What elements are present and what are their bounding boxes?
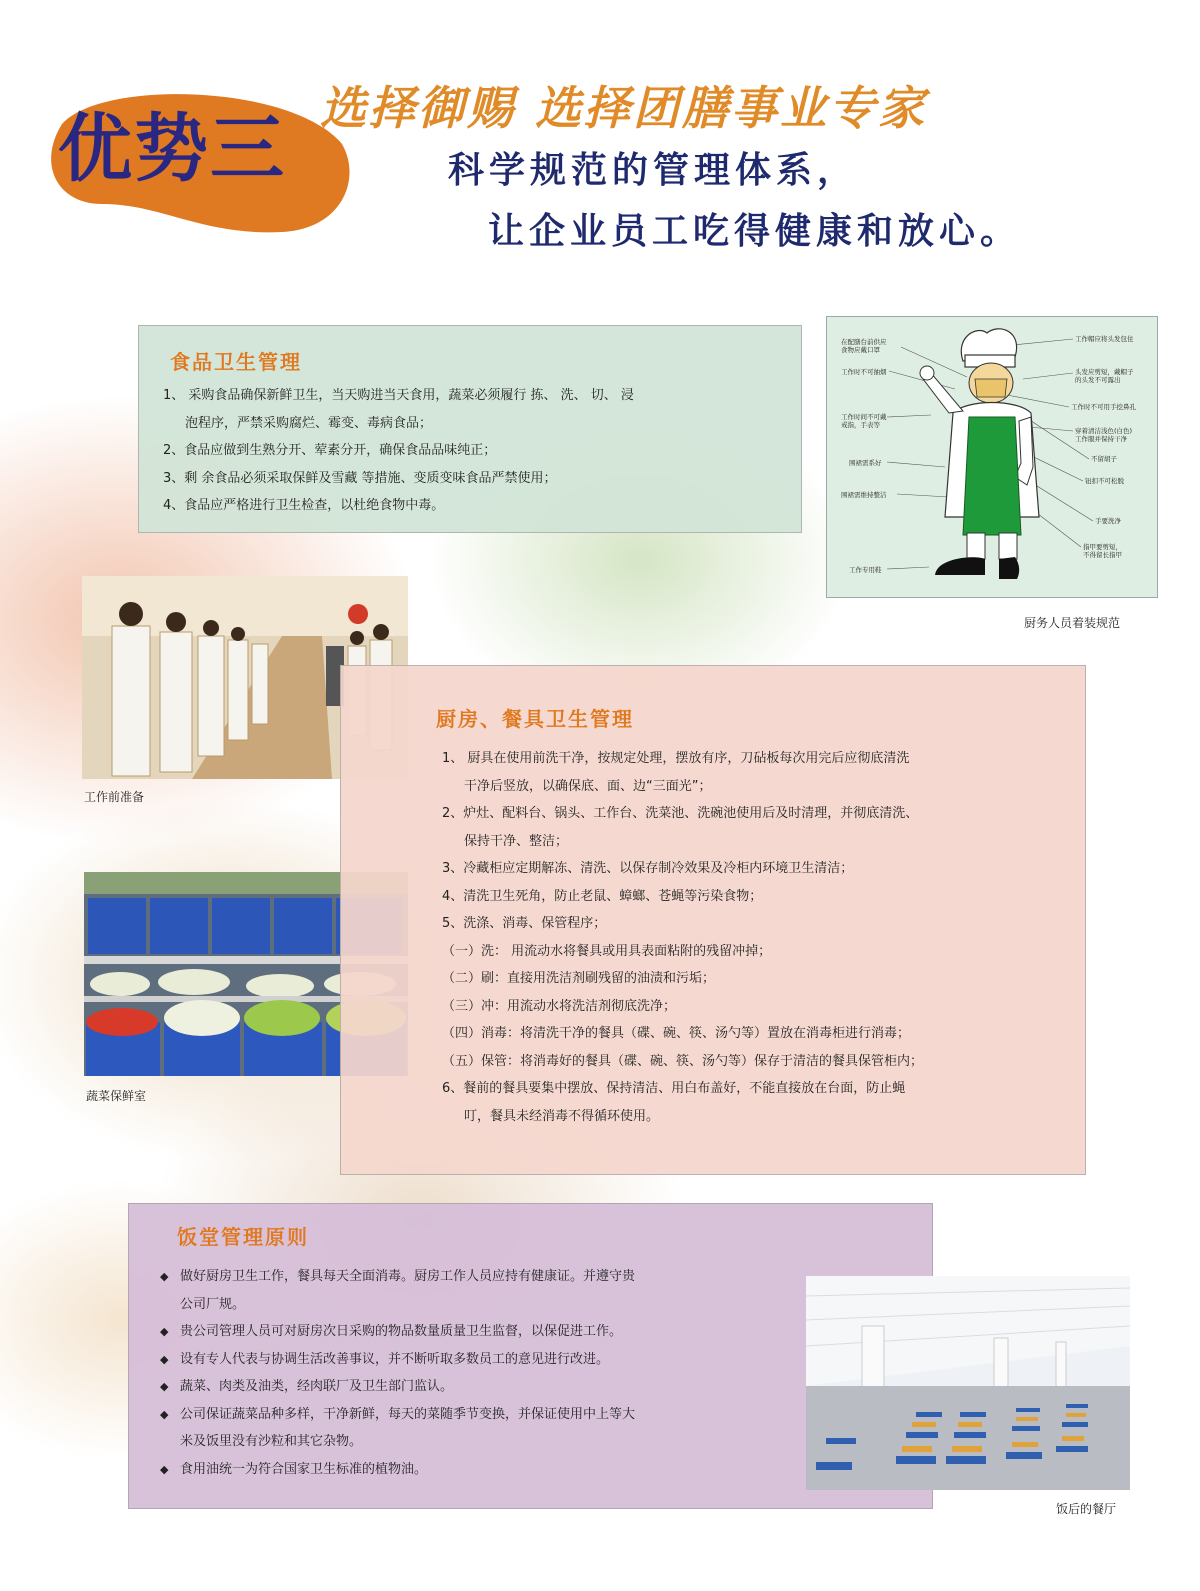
vegetable-photo-caption: 蔬菜保鲜室 [86,1089,147,1103]
staff-photo-caption: 工作前准备 [84,790,145,804]
kitchen-hygiene-line: （四）消毒：将清洗干净的餐具（碟、碗、筷、汤勺等）置放在消毒柜进行消毒； [442,1026,911,1041]
chef-label-right: 钮扣不可松脱 [1085,477,1124,485]
chef-label-right: 手要洗净 [1095,517,1121,525]
canteen-rules-title: 饭堂管理原则 [177,1225,309,1249]
kitchen-hygiene-text [442,745,923,1130]
chef-dress-code-diagram [826,316,1158,598]
food-hygiene-line: 2、食品应做到生熟分开、荤素分开，确保食品品味纯正； [163,443,497,458]
canteen-rule-item: ◆ 食用油统一为符合国家卫生标准的植物油。 [160,1456,635,1484]
kitchen-hygiene-line: 保持干净、整洁； [464,833,569,849]
kitchen-hygiene-line: （二）刷：直接用洗洁剂刷残留的油渍和污垢； [442,971,716,986]
badge-title: 优势三 [58,106,286,192]
chef-label-left: 工作时间不可戴戒指，手表等 [841,413,887,429]
food-hygiene-title: 食品卫生管理 [170,350,302,374]
kitchen-hygiene-title: 厨房、餐具卫生管理 [436,707,634,731]
kitchen-hygiene-line: 4、清洗卫生死角，防止老鼠、蟑螂、苍蝇等污染食物； [442,888,763,904]
chef-label-left: 在配膳台前供应食物应戴口罩 [841,338,887,354]
chef-label-right: 工作帽应将头发包住 [1075,335,1134,343]
kitchen-hygiene-line: （三）冲：用流动水将洗洁剂彻底洗净； [442,998,677,1014]
kitchen-hygiene-line: （五）保管：将消毒好的餐具（碟、碗、筷、汤勺等）保存于清洁的餐具保管柜内； [442,1053,924,1069]
chef-label-left: 工作时不可抽烟 [841,368,887,376]
food-hygiene-line: 3、剩 余食品必须采取保鲜及雪藏 等措施、变质变味食品严禁使用； [163,470,557,486]
chef-label-right: 穿着清洁浅色(白色)工作服并保持干净 [1075,427,1133,443]
kitchen-hygiene-line: 3、冷藏柜应定期解冻、清洗、以保存制冷效果及冷柜内环境卫生清洁； [442,861,854,876]
bullet-icon: ◆ [160,1352,169,1366]
canteen-rule-item: 公司厂规。 [180,1296,246,1312]
canteen-rule-item: ◆ 贵公司管理人员可对厨房次日采购的物品数量质量卫生监督，以保促进工作。 [160,1318,635,1346]
dining-hall-caption: 饭后的餐厅 [1056,1502,1117,1516]
chef-label-right: 头发应剪短，戴帽子的头发不可露出 [1075,368,1134,384]
chef-label-left: 工作专用鞋 [849,566,882,574]
canteen-rule-item: ◆ 蔬菜、肉类及油类，经肉联厂及卫生部门监认。 [160,1373,635,1401]
food-hygiene-line: 泡程序，严禁采购腐烂、霉变、毒病食品； [185,415,433,431]
kitchen-hygiene-line: 1、 厨具在使用前洗干净，按规定处理，摆放有序，刀砧板每次用完后应彻底清洗 [442,751,910,766]
chef-label-right: 工作时不可用手挖鼻孔 [1071,403,1136,411]
food-hygiene-line: 1、 采购食品确保新鲜卫生，当天购进当天食用，蔬菜必须履行 拣、 洗、 切、 浸 [163,388,634,403]
food-hygiene-text [163,382,634,520]
chef-illustration [827,317,1159,599]
headline-line-2: 让企业员工吃得健康和放心。 [488,211,1022,252]
chef-diagram-caption: 厨务人员着装规范 [1024,616,1121,630]
canteen-rule-item: 米及饭里没有沙粒和其它杂物。 [180,1434,363,1449]
kitchen-hygiene-line: 干净后竖放，以确保底、面、边“三面光”； [464,778,712,794]
food-hygiene-line: 4、食品应严格进行卫生检查，以杜绝食物中毒。 [163,498,445,513]
canteen-rule-item: ◆ 公司保证蔬菜品种多样，干净新鲜，每天的菜随季节变换，并保证使用中上等大 [160,1401,635,1429]
dining-hall-photo [806,1276,1130,1490]
bullet-icon: ◆ [160,1462,169,1476]
bullet-icon: ◆ [160,1325,169,1338]
kitchen-hygiene-line: 6、餐前的餐具要集中摆放、保持清洁、用白布盖好，不能直接放在台面，防止蝇 [442,1081,906,1096]
kitchen-hygiene-line: 叮，餐具未经消毒不得循环使用。 [464,1108,660,1124]
bullet-icon: ◆ [160,1380,169,1393]
canteen-rule-item: ◆ 做好厨房卫生工作，餐具每天全面消毒。厨房工作人员应持有健康证。并遵守贵 [160,1263,635,1291]
canteen-rule-item: ◆ 设有专人代表与协调生活改善事议，并不断听取多数员工的意见进行改进。 [160,1346,635,1374]
kitchen-hygiene-line: （一）洗： 用流动水将餐具或用具表面粘附的残留冲掉； [442,943,772,959]
bullet-icon: ◆ [160,1270,169,1283]
chef-label-left: 围裙需系好 [849,459,882,467]
bullet-icon: ◆ [160,1407,169,1421]
slogan: 选择御赐 选择团膳事业专家 [320,81,928,135]
chef-label-right: 指甲要剪短，不得留长指甲 [1083,543,1122,559]
chef-label-right: 不留胡子 [1091,455,1117,463]
kitchen-hygiene-line: 5、洗涤、消毒、保管程序； [442,916,607,931]
kitchen-hygiene-line: 2、炉灶、配料台、锅头、工作台、洗菜池、洗碗池使用后及时清理，并彻底清洗、 [442,806,919,821]
canteen-rules-text [160,1263,635,1483]
chef-label-left: 围裙需维持整洁 [841,491,887,499]
headline-line-1: 科学规范的管理体系， [448,150,859,191]
